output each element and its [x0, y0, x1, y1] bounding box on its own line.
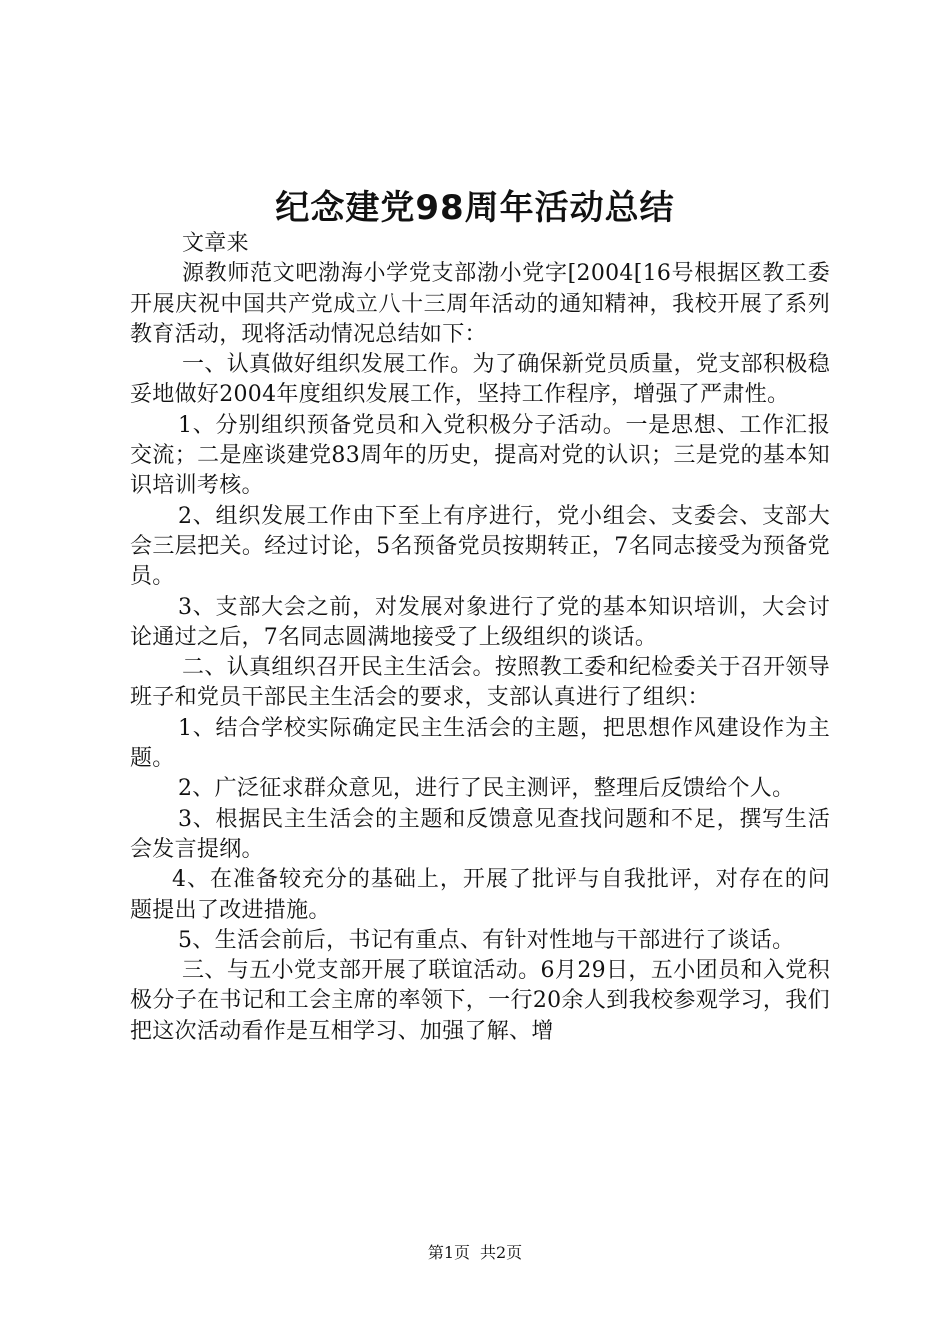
paragraph: 3、支部大会之前，对发展对象进行了党的基本知识培训，大会讨论通过之后，7名同志圆满地接受了上级组织的谈话。	[130, 594, 830, 650]
paragraph: 一、认真做好组织发展工作。为了确保新党员质量，党支部积极稳妥地做好2004年度组织发展工作，坚持工作程序，增强了严肃性。	[130, 352, 830, 408]
paragraph: 4、在准备较充分的基础上，开展了批评与自我批评，对存在的问题提出了改进措施。	[130, 867, 830, 923]
paragraph: 3、根据民主生活会的主题和反馈意见查找问题和不足，撰写生活会发言提纲。	[130, 806, 830, 862]
document-body	[130, 229, 830, 1047]
paragraph: 1、分别组织预备党员和入党积极分子活动。一是思想、工作汇报交流；二是座谈建党83周年的历史，提高对党的认识；三是党的基本知识培训考核。	[130, 412, 830, 499]
page-footer	[0, 1243, 950, 1263]
page-total: 共2页	[480, 1243, 523, 1262]
paragraph: 文章来	[182, 231, 249, 256]
paragraph: 5、生活会前后，书记有重点、有针对性地与干部进行了谈话。	[178, 927, 795, 953]
paragraph: 2、组织发展工作由下至上有序进行，党小组会、支委会、支部大会三层把关。经过讨论，5名预备党员按期转正，7名同志接受为预备党员。	[130, 503, 830, 590]
paragraph: 源教师范文吧渤海小学党支部渤小党字[2004[16号根据区教工委开展庆祝中国共产党成立八十三周年活动的通知精神，我校开展了系列教育活动，现将活动情况总结如下：	[130, 261, 830, 347]
paragraph: 1、结合学校实际确定民主生活会的主题，把思想作风建设作为主题。	[130, 715, 830, 772]
document-title: 纪念建党98周年活动总结	[275, 188, 675, 228]
page-number: 第1页	[427, 1243, 470, 1262]
paragraph: 2、广泛征求群众意见，进行了民主测评，整理后反馈给个人。	[178, 776, 795, 802]
paragraph: 二、认真组织召开民主生活会。按照教工委和纪检委关于召开领导班子和党员干部民主生活会的要求，支部认真进行了组织：	[130, 655, 830, 711]
paragraph: 三、与五小党支部开展了联谊活动。6月29日，五小团员和入党积极分子在书记和工会主席的率领下，一行20余人到我校参观学习，我们把这次活动看作是互相学习、加强了解、增	[130, 958, 830, 1044]
